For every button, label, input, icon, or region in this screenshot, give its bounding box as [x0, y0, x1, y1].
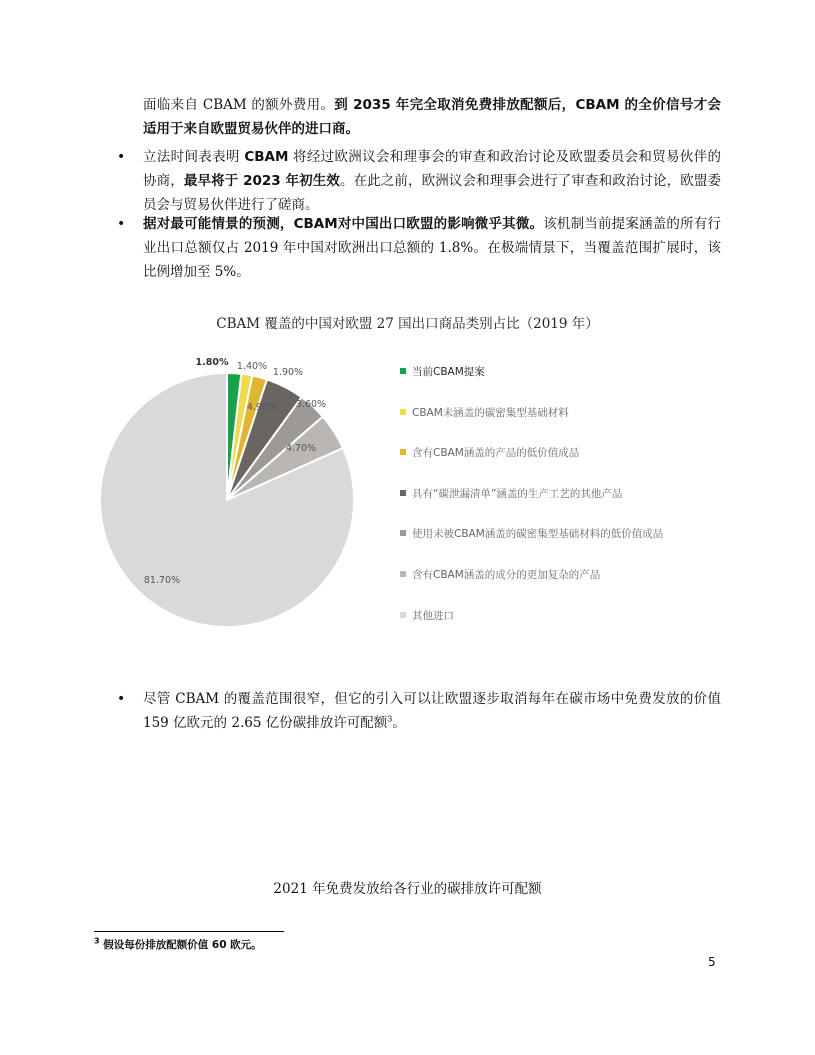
legend-item [400, 364, 663, 405]
legend-label: 当前CBAM提案 [412, 366, 485, 378]
pie-data-label: 4.90% [246, 402, 278, 413]
paragraph-text: 面临来自 CBAM 的额外费用。 [143, 97, 335, 113]
pie-data-label: 4.70% [285, 443, 317, 454]
bullet-marker: • [117, 149, 126, 165]
legend-swatch [400, 449, 406, 455]
paragraph-legislative-timeline [143, 145, 721, 217]
pie-chart [90, 345, 390, 645]
bullet-marker: • [117, 691, 126, 707]
legend-label: 含有CBAM涵盖的成分的更加复杂的产品 [412, 568, 601, 581]
legend-swatch [400, 409, 406, 415]
legend-swatch [400, 368, 406, 374]
pie-data-label: 1.90% [272, 367, 304, 378]
paragraph-free-allowances [143, 687, 721, 735]
footnote-reference: 3 [387, 714, 393, 724]
legend-swatch [400, 612, 406, 618]
pie-data-label: 3.60% [295, 399, 327, 410]
legend-item [400, 526, 663, 567]
legend-swatch [400, 490, 406, 496]
paragraph-text: 。 [392, 715, 406, 731]
legend-label: 使用未被CBAM涵盖的碳密集型基础材料的低价值成品 [412, 528, 664, 541]
legend-item [400, 486, 663, 527]
paragraph-text: 将经过欧洲议会和理事会的审查和政治讨论及欧盟委员会和贸易伙伴的协商， [143, 149, 721, 189]
paragraph-text: 该机制当前提案涵盖的所有行业出口总额仅占 2019 年中国对欧洲出口总额的 1.8%。在极端情景下，当覆盖范围扩展时，该比例增加至 5%。 [143, 216, 721, 280]
paragraph-cbam-full-price [143, 93, 721, 141]
legend-label: 具有“碳泄漏清单”涵盖的生产工艺的其他产品 [412, 487, 623, 500]
legend-label: 其他进口 [412, 609, 454, 622]
paragraph-bold-text: 到 2035 年完全取消免费排放配额后，CBAM 的全价信号才会适用于来自欧盟贸易伙伴的进口商。 [143, 97, 721, 137]
legend-swatch [400, 571, 406, 577]
chart-legend [400, 364, 663, 648]
footnote-mark: 3 [94, 936, 100, 946]
footnote-text: 假设每份排放配额价值 60 欧元。 [99, 939, 262, 951]
legend-label: 含有CBAM涵盖的产品的低价值成品 [412, 447, 580, 460]
chart-title: CBAM 覆盖的中国对欧盟 27 国出口商品类别占比（2019 年） [216, 316, 599, 332]
pie-data-label: 81.70% [143, 575, 181, 586]
paragraph-bold-text: 据对最可能情景的预测，CBAM对中国出口欧盟的影响微乎其微。 [143, 216, 544, 232]
section-title: 2021 年免费发放给各行业的碳排放许可配额 [273, 881, 542, 897]
paragraph-impact-on-china [143, 212, 721, 284]
pie-data-label: 1.40% [236, 361, 268, 372]
paragraph-bold-text: 最早将于 2023 年初生效 [183, 173, 340, 189]
legend-item [400, 567, 663, 608]
footnote-divider [94, 931, 284, 932]
legend-item [400, 405, 663, 446]
legend-item [400, 608, 663, 649]
paragraph-bold-text: CBAM [244, 149, 289, 165]
paragraph-text: 尽管 CBAM 的覆盖范围很窄，但它的引入可以让欧盟逐步取消每年在碳市场中免费发放的价值 159 亿欧元的 2.65 亿份碳排放许可配额 [143, 691, 721, 731]
footnote [94, 937, 262, 952]
pie-data-label: 1.80% [195, 357, 229, 368]
legend-label: CBAM未涵盖的碳密集型基础材料 [412, 406, 569, 419]
page-number: 5 [708, 955, 716, 969]
legend-item [400, 445, 663, 486]
paragraph-text: 立法时间表表明 [143, 149, 245, 165]
bullet-marker: • [117, 216, 126, 232]
legend-swatch [400, 530, 406, 536]
paragraph-text: 。在此之前，欧洲议会和理事会进行了审查和政治讨论，欧盟委员会与贸易伙伴进行了磋商。 [143, 173, 722, 213]
